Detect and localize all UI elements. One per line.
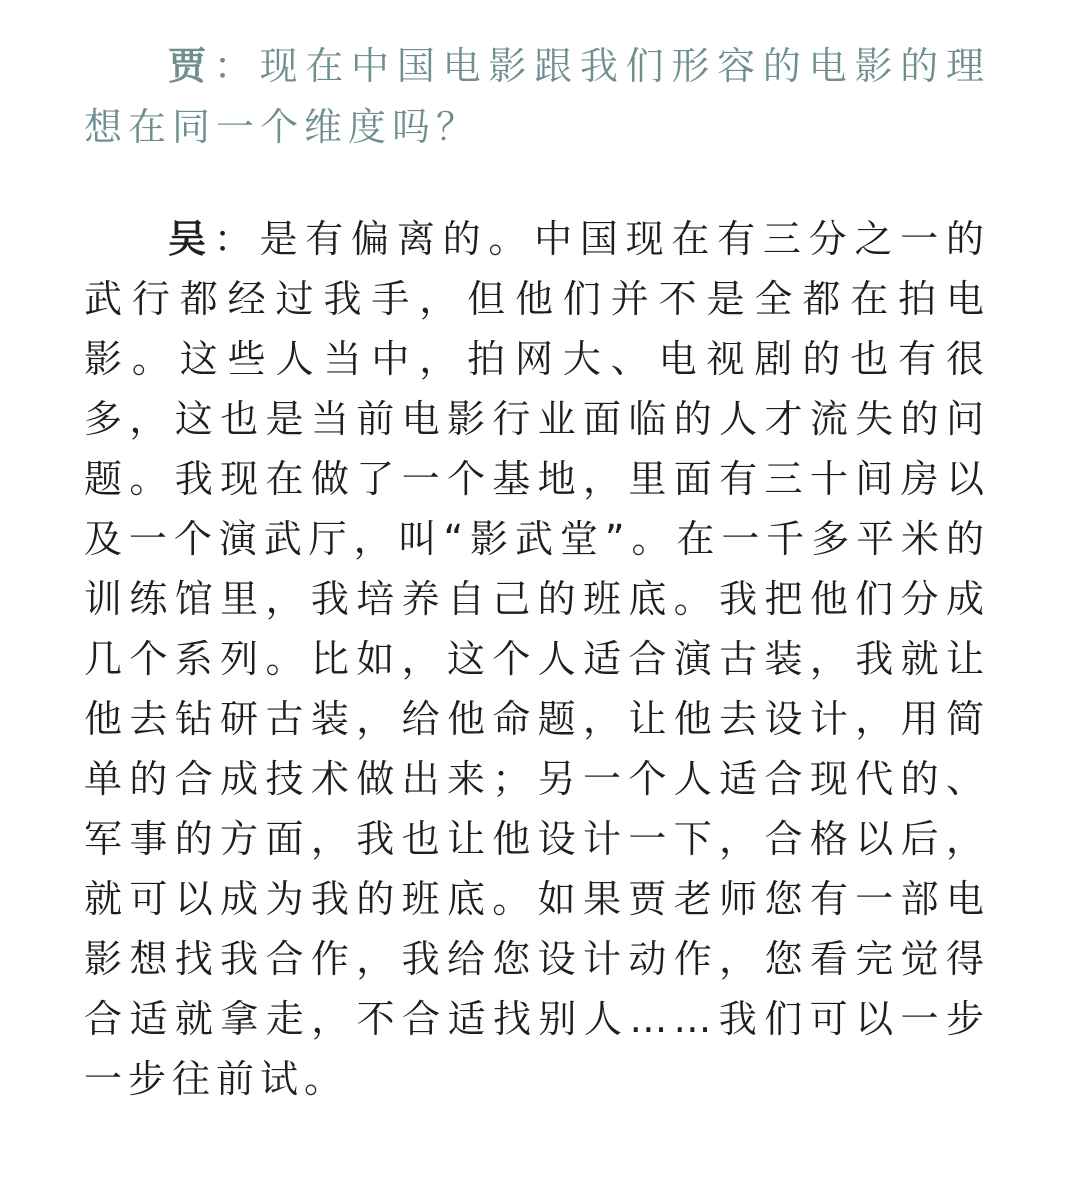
answer-text: 是有偏离的。中国现在有三分之一的武行都经过我手，但他们并不是全都在拍电影。这些人当中，拍网大、电视剧的也有很多，这也是当前电影行业面临的人才流失的问题。我现在做了一个基地，里面有三十间房以及一个演武厅，叫“影武堂”。在一千多平米的训练馆里，我培养自己的班底。我把他们分成几个系列。比如，这个人适合演古装，我就让他去钻研古装，给他命题，让他去设计，用简单的合成技术做出来；另一个人适合现代的、军事的方面，我也让他设计一下，合格以后，就可以成为我的班底。如果贾老师您有一部电影想找我合作，我给您设计动作，您看完觉得合适就拿走，不合适找别人……我们可以一步一步往前试。 [84,217,990,1101]
answer-paragraph [84,209,990,1109]
answer-separator: ： [213,217,260,261]
question-text: 现在中国电影跟我们形容的电影的理想在同一个维度吗？ [84,44,990,149]
question-speaker: 贾 [168,44,214,88]
question-separator: ： [213,44,260,88]
answer-speaker: 吴 [168,217,214,261]
interview-article [84,36,990,1109]
question-paragraph [84,36,990,158]
